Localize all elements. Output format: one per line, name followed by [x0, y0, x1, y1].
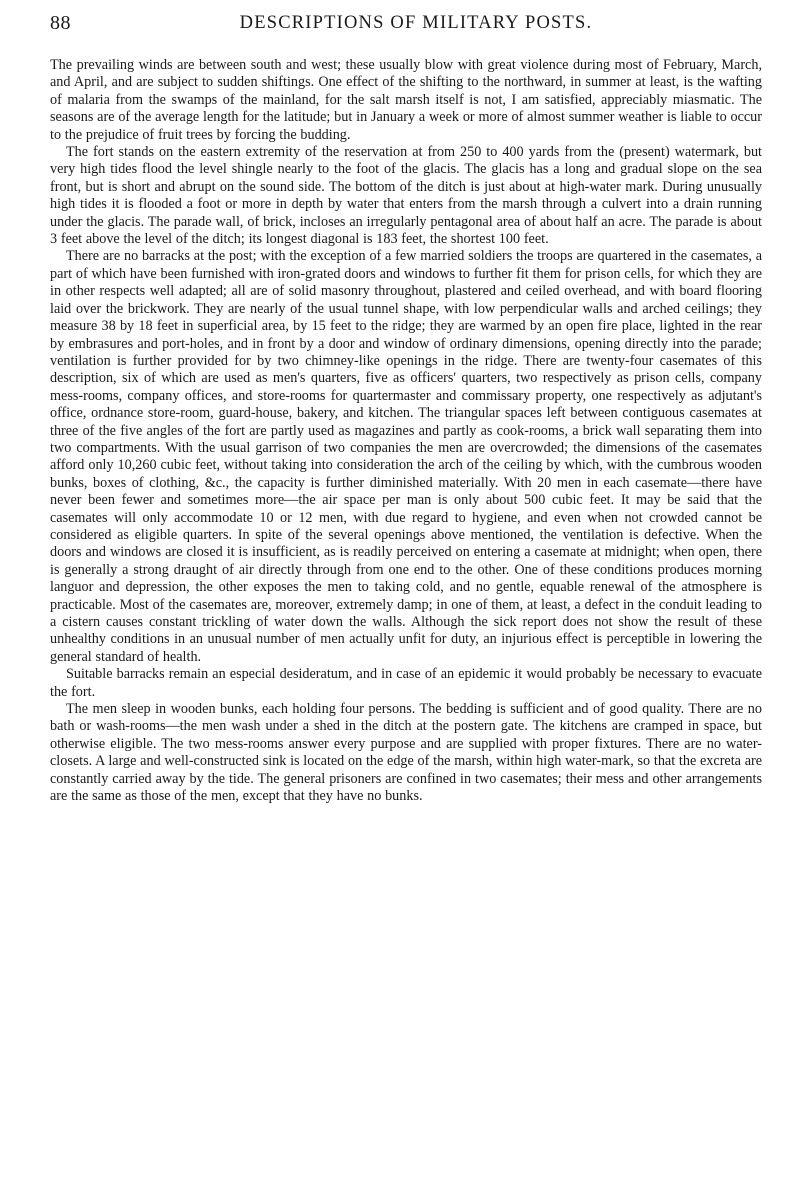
- body-text: [50, 57, 762, 805]
- paragraph-barracks-needed: Suitable barracks remain an especial desideratum, and in case of an epidemic it would probably be necessary to evacuate the fort.: [50, 666, 762, 700]
- paragraph-prevailing-winds: The prevailing winds are between south and west; these usually blow with great violence during most of February, March, and April, and are subject to sudden shiftings. One effect of the shifting to the northward, in summer at least, is the wafting of malaria from the swamps of the mainland, for the salt marsh itself is not, I am satisfied, appreciably miasmatic. The seasons are of the average length for the latitude; but in January a week or more of almost summer weather is liable to occur to the prejudice of fruit trees by forcing the budding.: [50, 57, 762, 143]
- page-number: 88: [50, 12, 71, 34]
- paragraph-casemates: There are no barracks at the post; with the exception of a few married soldiers the troops are quartered in the casemates, a part of which have been furnished with iron-grated doors and windows to further fit them for prison cells, for which they are in other respects well adapted; all are of solid masonry throughout, plastered and ceiled overhead, and with board flooring laid over the brickwork. They are nearly of the usual tunnel shape, with low perpendicular walls and arched ceilings; they measure 38 by 18 feet in superficial area, by 15 feet to the ridge; they are warmed by an open fire place, lighted in the rear by embrasures and port-holes, and in front by a door and window of ordinary dimensions, opening directly into the parade; ventilation is further provided for by two chimney-like openings in the ridge. There are twenty-four casemates of this description, six of which are used as men's quarters, five as officers' quarters, two respectively as prison cells, company mess-rooms, company offices, and store-rooms for quartermaster and commissary property, one respectively as adjutant's office, ordnance store-room, guard-house, bakery, and kitchen. The triangular spaces left between contiguous casemates at three of the five angles of the fort are partly used as magazines and partly as cook-rooms, a brick wall separating them into two compartments. With the usual garrison of two companies the men are overcrowded; the dimensions of the casemates afford only 10,260 cubic feet, without taking into consideration the arch of the ceiling by which, with the cumbrous wooden bunks, boxes of clothing, &c., the capacity is further diminished materially. With 20 men in each casemate—there have never been fewer and sometimes more—the air space per man is only about 500 cubic feet. It may be said that the casemates will only accommodate 10 or 12 men, with due regard to hygiene, and even when not crowded cannot be considered as eligible quarters. In spite of the several openings above mentioned, the ventilation is defective. When the doors and windows are closed it is insufficient, as is readily perceived on entering a casemate at midnight; when open, there is generally a strong draught of air directly through from one end to the other. One of these conditions produces morning languor and depression, the other exposes the men to taking cold, and no gentle, equable renewal of the atmosphere is practicable. Most of the casemates are, moreover, extremely damp; in one of them, at least, a defect in the conduit leading to a cistern causes constant trickling of water down the walls. Although the sick report does not show the result of these unhealthy conditions in an unusual number of men actually unfit for duty, an injurious effect is perceptible in lowering the general standard of health.: [50, 248, 762, 665]
- paragraph-fort-location: The fort stands on the eastern extremity of the reservation at from 250 to 400 yards from the (present) watermark, but very high tides flood the level shingle nearly to the foot of the glacis. The glacis has a long and gradual slope on the sea front, but is short and abrupt on the sound side. The bottom of the ditch is just about at high-water mark. During unusually high tides it is flooded a foot or more in depth by water that enters from the marsh through a culvert into a drain running under the glacis. The parade wall, of brick, incloses an irregularly pentagonal area of about half an acre. The parade is about 3 feet above the level of the ditch; its longest diagonal is 183 feet, the shortest 100 feet.: [50, 144, 762, 248]
- running-header: [50, 12, 760, 40]
- paragraph-bunks-and-facilities: The men sleep in wooden bunks, each holding four persons. The bedding is sufficient and of good quality. There are no bath or wash-rooms—the men wash under a shed in the ditch at the postern gate. The kitchens are cramped in space, but otherwise eligible. The two mess-rooms answer every purpose and are supplied with proper fixtures. There are no water-closets. A large and well-constructed sink is located on the edge of the marsh, within high water-mark, so that the excreta are constantly carried away by the tide. The general prisoners are confined in two casemates; their mess and other arrangements are the same as those of the men, except that they have no bunks.: [50, 701, 763, 805]
- page-title: DESCRIPTIONS OF MILITARY POSTS.: [239, 13, 593, 33]
